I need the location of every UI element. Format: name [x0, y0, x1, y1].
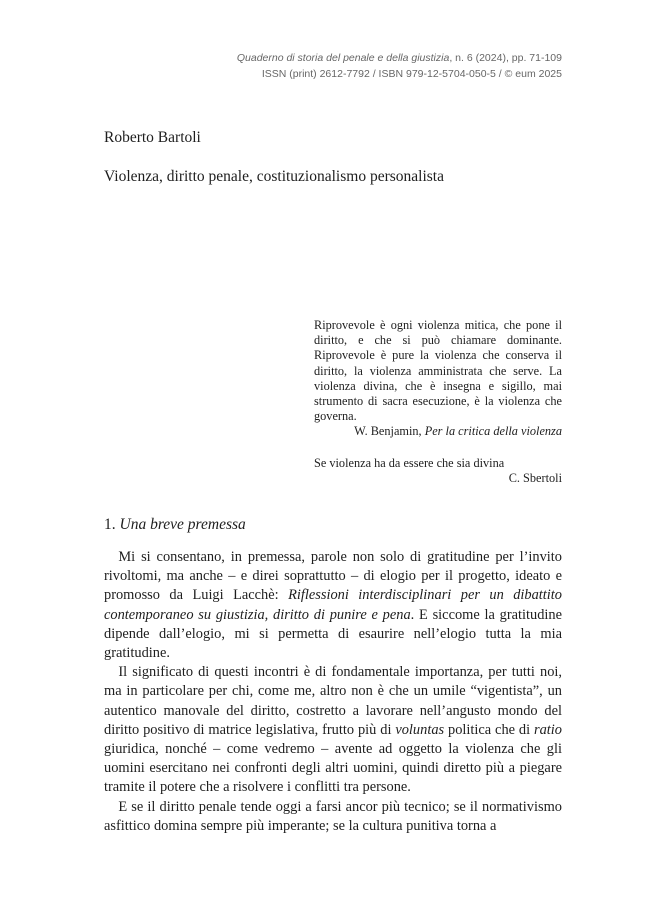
paragraph [104, 548, 562, 663]
text-run: giuridica, nonché – come vedremo – avente ad oggetto la violenza che gli uomini esercitano nei confronti degli altri uomini, quindi diretto più a piegare tramite il potere che a risolvere i conflitti tra persone. [104, 741, 562, 796]
paragraph [104, 798, 562, 836]
text-run-italic: ratio [534, 721, 563, 738]
attribution-author: W. Benjamin, [354, 424, 425, 439]
text-run: E se il diritto penale tende oggi a farsi ancor più tecnico; se il normativismo asfittico domina sempre più imperante; se la cultura punitiva torna a [104, 798, 562, 834]
author-name: Roberto Bartoli [104, 129, 201, 146]
journal-citation [237, 50, 562, 66]
running-header [237, 50, 562, 82]
text-run-italic: voluntas [395, 721, 445, 738]
text-run: . E siccome la gratitudine dipende dall’elogio, mi si permetta di esaurire nell’elogio tutta la mia gratitudine. [104, 606, 562, 662]
epigraph-quote-benjamin: Riprovevole è ogni violenza mitica, che pone il diritto, e che si può chiamare dominante. Riprovevole è pure la violenza che conserva il diritto, la violenza amministrata che serve. La violenza divina, che è insegna e sigillo, mai strumento di sacra esecuzione, è la violenza che governa. [314, 318, 562, 424]
issn-line: ISSN (print) 2612-7792 / ISBN 979-12-5704-050-5 / © eum 2025 [261, 68, 562, 80]
issue-pages: , n. 6 (2024), pp. 71-109 [449, 52, 562, 64]
epigraph-quote-sbertoli: Se violenza ha da essere che sia divina [314, 455, 505, 470]
paragraph [104, 663, 562, 797]
article-body [104, 548, 562, 836]
text-run-italic: Riflessioni interdisciplinari per un dibattito contemporaneo su giustizia, diritto di punire e pena [104, 587, 562, 623]
text-run: politica che di [444, 721, 535, 738]
section-number: 1. [104, 516, 120, 533]
epigraph-attribution-benjamin [314, 424, 562, 439]
section-title: Una breve premessa [119, 516, 246, 533]
article-title: Violenza, diritto penale, costituzionalismo personalista [104, 168, 444, 185]
section-heading [104, 516, 246, 534]
epigraph-attribution-sbertoli: C. Sbertoli [508, 470, 562, 485]
epigraph [314, 318, 562, 486]
text-run: Il significato di questi incontri è di fondamentale importanza, per tutti noi, ma in particolare per chi, come me, altro non è che un umile “vigentista”, un autentico manovale del diritto, costretto a lavorare nell’angusto mondo del diritto positivo di matrice legislativa, frutto più di [104, 664, 562, 738]
journal-name: Quaderno di storia del penale e della giustizia [236, 52, 450, 64]
text-run: Mi si consentano, in premessa, parole non solo di gratitudine per l’invito rivoltomi, ma anche – e direi soprattutto – di elogio per il progetto, ideato e promosso da Luigi Lacchè: [104, 549, 562, 604]
attribution-work: Per la critica della violenza [424, 424, 562, 439]
